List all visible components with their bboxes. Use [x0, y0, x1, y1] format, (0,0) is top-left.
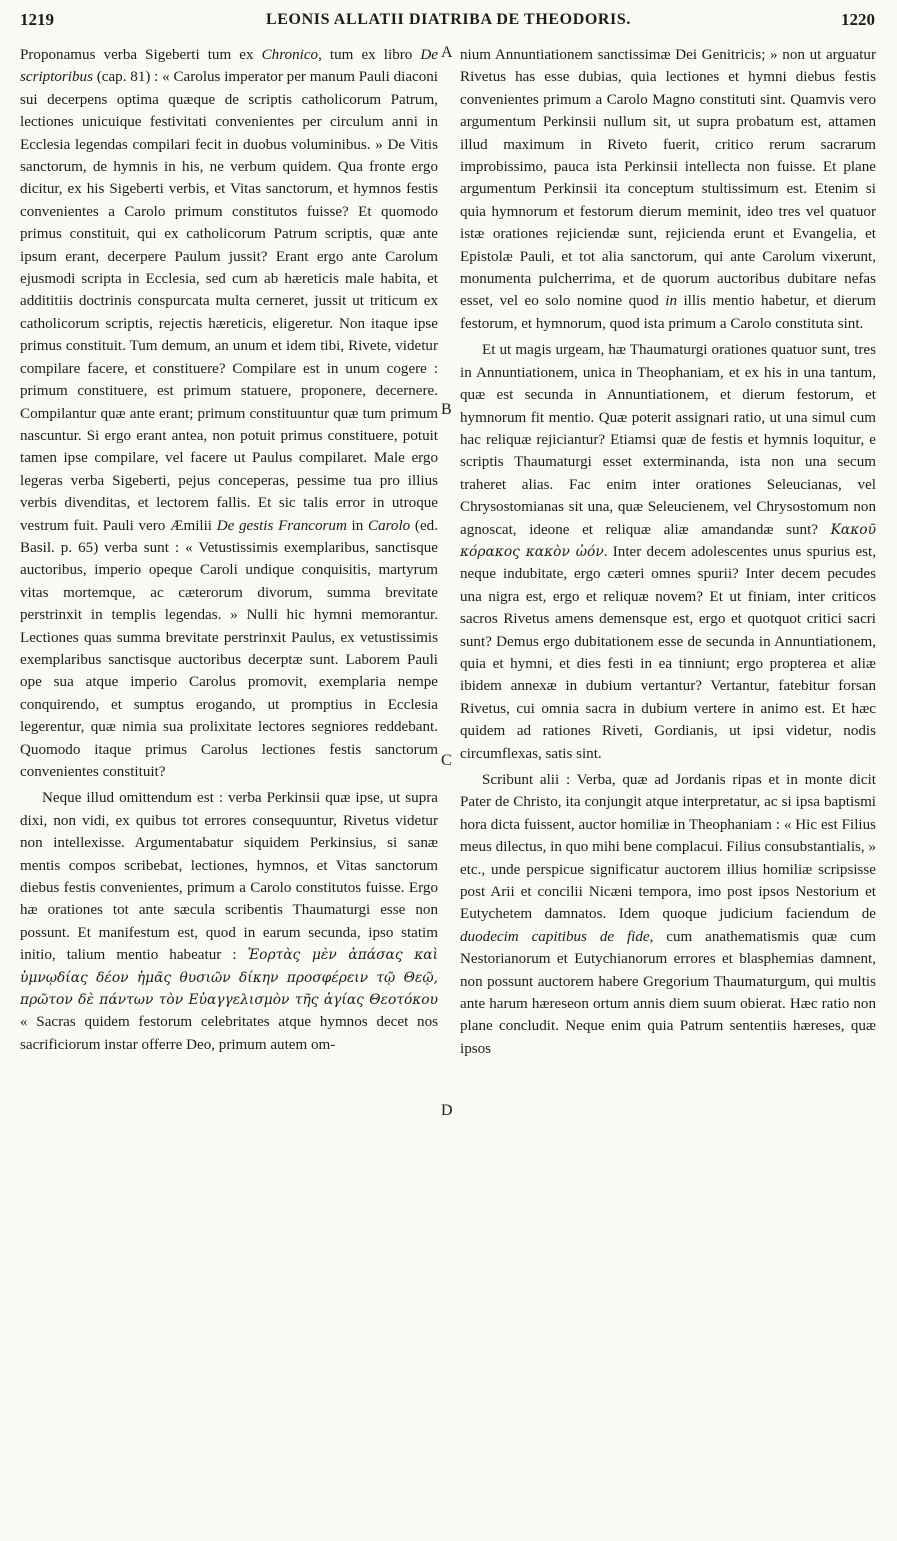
- margin-letter-a: A: [441, 44, 453, 61]
- greek-proverb: Κακοῦ κόρακος κακὸν ὠόν: [460, 521, 876, 560]
- paragraph: Neque illud omittendum est : verba Perkinsii quæ ipse, ut supra dixi, non vidi, ex quibus tot errores consequuntur, Rivetus videtur non intellexisse. Argumentabatur siquidem Perkinsius, si sanæ mentis compos scribebat, lectiones, hymnos, et Vitas sanctorum diebus festis convenientes, primum a Carolo constitutos fuisse. Ergo hæ orationes tot ante sæcula scribentis Thaumaturgi esse non possunt. Et manifestum est, quod in earum secunda, ipso statim initio, talium mentio habeatur : Ἑορτὰς μὲν ἁπάσας καὶ ὑμνῳδίας δέον ἡμᾶς θυσιῶν δίκην προσφέρειν τῷ Θεῷ, πρῶτον δὲ πάντων τὸν Εὐαγγελισμὸν τῆς ἁγίας Θεοτόκου « Sacras quidem festorum celebritates atque hymnos decet nos sacrificiorum instar offerre Deo, primum autem om-: [20, 790, 438, 1053]
- right-column: [460, 44, 876, 1060]
- page-number-right: 1220: [841, 10, 875, 29]
- page-number-left: 1219: [20, 10, 54, 29]
- margin-letter-b: B: [441, 401, 452, 418]
- paragraph: Scribunt alii : Verba, quæ ad Jordanis ripas et in monte dicit Pater de Christo, ita conjungit atque interpretatur, ac si ipsa baptismi hora dicta fuissent, auctor homiliæ in Theophaniam : « Hic est Filius meus dilectus, in quo mihi bene complacui. Filius consubstantialis, » etc., unde perspicue significatur auctorem illius homiliæ scripsisse post Arii et concilii Nicæni tempora, imo post ipsos Nestorium et Eutychetem damnatos. Idem quoque judicium faciendum de duodecim capitibus de fide, cum anathematismis quæ cum Nestorianorum et Eutychianorum errores et blasphemias damnent, non possunt auctorem habere Gregorium Thaumaturgum, qui multis ante harum hæreseon ortum annis diem suum obierat. Hæc ratio non plane concludit. Neque enim quia Patrum sententiis hæreses, quæ ipsos: [460, 772, 876, 1057]
- greek-quotation: Ἑορτὰς μὲν ἁπάσας καὶ ὑμνῳδίας δέον ἡμᾶς θυσιῶν δίκην προσφέρειν τῷ Θεῷ, πρῶτον δὲ πάντων τὸν Εὐαγγελισμὸν τῆς ἁγίας Θεοτόκου: [20, 947, 438, 1009]
- left-column: [20, 44, 438, 1056]
- paragraph: Proponamus verba Sigeberti tum ex Chronico, tum ex libro De scriptoribus (cap. 81) : « Carolus imperator per manum Pauli diaconi sui decerpens optima quæque de scriptis catholicorum Patrum, lectiones unicuique festivitati convenientes per circulum anni in Ecclesia legendas compilari fecit in duobus voluminibus. » De Vitis sanctorum, de hymnis in his, ne verbum quidem. Qua fronte ergo dicitur, ex his Sigeberti verbis, et Vitas sanctorum, et hymnos festis convenientes a Carolo primum constitutos fuisse? Et quomodo primus constituit, qui ex catholicorum Patrum scriptis, quæ ante ipsum erant, decerpere Paulum jussit? Erant ergo ante Carolum ejusmodi scripta in Ecclesia, sed cum ab hæreticis male habita, et addititiis doctrinis conspurcata multa cerneret, jussit ut triticum ex catholicorum scriptis, rejectis hæreticis, eligeretur. Non itaque ipse primus constituit. Tum demum, an unum et idem tibi, Rivete, videtur compilare facere, et constituere? Compilare est in unum cogere : primum constituere, est primum statuere, proponere, decernere. Compilantur quæ ante erant; primum constituuntur quæ tum primum nascuntur. Si ergo erant antea, non potuit primus constituere, potuit tamen ipse compilare, vel facere ut Paulus compilaret. Male ergo legeras verba Sigeberti, pejus conceperas, pessime tua pro illius verbis divenditas, et lectorem fallis. Et sic talis error in utroque vestrum fuit. Pauli vero Æmilii De gestis Francorum in Carolo (ed. Basil. p. 65) verba sunt : « Vetustissimis exemplaribus, sanctisque auctoribus, imperio opeque Caroli undique conquisitis, martyrum vitas mortemque, ac cæterorum divorum, summa brevitate perstrinxit in templis legendas. » Nulli hic hymni memorantur. Lectiones quas summa brevitate perstrinxit Paulus, ex vetustissimis exemplaribus sanctisque auctoribus decerptæ sunt. Laborem Pauli ope sua atque imperio Carolus promovit, exemplaria nempe conquirendo, et sumptus erogando, ut promptius in Ecclesia legerentur, quæ nimia sua prolixitate lectores segniores reddebant. Quomodo itaque primus Carolus lectiones festis sanctorum convenientes constituit?: [20, 47, 439, 780]
- margin-letter-d: D: [441, 1102, 453, 1119]
- running-title: LEONIS ALLATII DIATRIBA DE THEODORIS.: [266, 11, 631, 28]
- margin-letter-c: C: [441, 752, 452, 769]
- paragraph: nium Annuntiationem sanctissimæ Dei Genitricis; » non ut arguatur Rivetus has esse dubias, quia lectiones et hymni diebus festis convenientes primum a Carolo Magno constituti sint. Quamvis vero argumentum Perkinsii nullum sit, ut supra probatum est, attamen illud maximum in Riveto fuerit, critico rerum sacrarum improbissimo, pauca ista Perkinsii intellecta non fuisse. Et plane argumentum Perkinsii ita conceptum stultissimum est. Etenim si quia hymnorum et festorum dierum meminit, ideo tres vel quatuor istæ orationes rejiciendæ sunt, rejicienda erunt et Evangelia, et Epistolæ Pauli, et tot alia sanctorum, qui ante Carolum vixerunt, monumenta pulcherrima, et de quorum auctoribus dubitare nefas esset, vel eo solo nomine quod in illis mentio habetur, et dierum festorum, et hymnorum, quod ista primum a Carolo constituta sint.: [460, 47, 876, 332]
- page-header: [14, 10, 883, 40]
- paragraph: Et ut magis urgeam, hæ Thaumaturgi orationes quatuor sunt, tres in Annuntiationem, unica in Theophaniam, et ex his in una tantum, quæ est secunda in Annuntiationem, et dierum festorum, et hymnorum fit mentio. Quæ poterit assignari ratio, ut una simul cum hac reliquæ rejiciantur? Etiamsi quæ de festis et hymnis loquitur, e scriptis Thaumaturgi esset exterminanda, ista non una secum traheret alias. Fac enim inter orationes Seleucianas, vel Chrysostomianas sit una, quæ Seleucienem, vel Chrysostomum non agnoscat, ideone et reliquæ aliæ amandandæ sunt? Κακοῦ κόρακος κακὸν ὠόν. Inter decem adolescentes unus spurius est, neque indubitate, ergo cæteri omnes spurii? Inter decem pecudes una nigra est, ergo et reliquæ novem? Et ut finiam, inter criticos sacros Rivetus amens demensque est, ergo et quotquot critici sacri sunt? Demus ergo dubitationem esse de secunda in Annuntiationem, quia et hymni, et dies festi in ea tinniunt; ergo propterea et aliæ ibidem annexæ in dubium vertantur? Vertantur, fatebitur forsan Rivetus, cui omnia sacra in dubium vertere in animo est. Et hæc quidem ad rationes Riveti, Gordianis, ut ipsi videtur, nodis circumflexas, satis sint.: [460, 342, 877, 762]
